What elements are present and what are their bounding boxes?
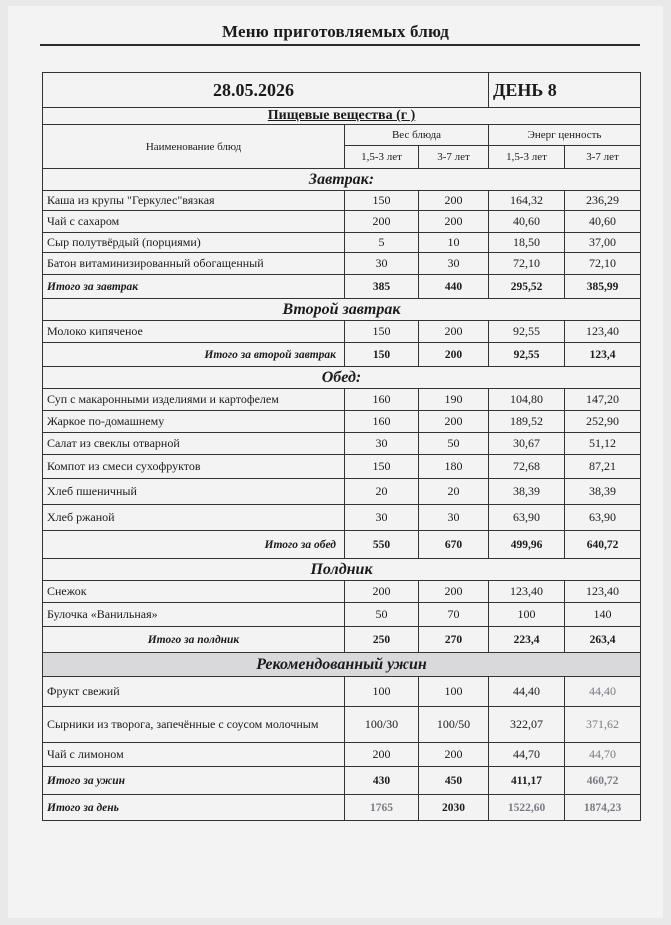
energy-1-5-3: 123,40	[489, 581, 565, 603]
weight-3-7: 200	[419, 191, 489, 211]
energy-1-5-3: 40,60	[489, 211, 565, 233]
energy-3-7: 38,39	[565, 479, 641, 505]
day-total-weight-1-5-3: 1765	[345, 795, 419, 821]
menu-item-row	[43, 191, 641, 211]
energy-1-5-3: 322,07	[489, 707, 565, 743]
age-header: 3-7 лет	[565, 146, 641, 169]
weight-3-7: 30	[419, 505, 489, 531]
dish-name: Молоко кипяченое	[43, 321, 345, 343]
menu-table	[42, 72, 641, 821]
menu-item-row	[43, 743, 641, 767]
total-weight-3-7: 200	[419, 343, 489, 367]
energy-3-7: 123,40	[565, 321, 641, 343]
total-weight-1-5-3: 430	[345, 767, 419, 795]
section-total-row	[43, 275, 641, 299]
weight-1-5-3: 30	[345, 253, 419, 275]
menu-item-row	[43, 479, 641, 505]
weight-3-7: 200	[419, 211, 489, 233]
date-row	[43, 73, 641, 108]
section-total-row	[43, 343, 641, 367]
section-header-row	[43, 169, 641, 191]
menu-item-row	[43, 707, 641, 743]
weight-3-7: 70	[419, 603, 489, 627]
weight-1-5-3: 150	[345, 321, 419, 343]
day-total-label: Итого за день	[43, 795, 345, 821]
menu-item-row	[43, 455, 641, 479]
energy-3-7: 147,20	[565, 389, 641, 411]
weight-1-5-3: 200	[345, 211, 419, 233]
energy-1-5-3: 92,55	[489, 321, 565, 343]
nutrients-row	[43, 108, 641, 125]
menu-item-row	[43, 233, 641, 253]
energy-3-7: 371,62	[565, 707, 641, 743]
total-energy-1-5-3: 92,55	[489, 343, 565, 367]
energy-1-5-3: 104,80	[489, 389, 565, 411]
total-weight-3-7: 450	[419, 767, 489, 795]
total-energy-1-5-3: 295,52	[489, 275, 565, 299]
weight-1-5-3: 160	[345, 411, 419, 433]
energy-3-7: 236,29	[565, 191, 641, 211]
weight-1-5-3: 200	[345, 743, 419, 767]
weight-3-7: 190	[419, 389, 489, 411]
section-header-row	[43, 653, 641, 677]
weight-1-5-3: 30	[345, 505, 419, 531]
age-header: 3-7 лет	[419, 146, 489, 169]
menu-day: ДЕНЬ 8	[489, 73, 641, 108]
section-title: Рекомендованный ужин	[43, 653, 641, 677]
menu-item-row	[43, 581, 641, 603]
energy-3-7: 63,90	[565, 505, 641, 531]
dish-name: Булочка «Ванильная»	[43, 603, 345, 627]
energy-1-5-3: 189,52	[489, 411, 565, 433]
energy-3-7: 40,60	[565, 211, 641, 233]
energy-1-5-3: 30,67	[489, 433, 565, 455]
age-header: 1,5-3 лет	[345, 146, 419, 169]
menu-item-row	[43, 211, 641, 233]
energy-3-7: 140	[565, 603, 641, 627]
total-energy-3-7: 460,72	[565, 767, 641, 795]
weight-1-5-3: 20	[345, 479, 419, 505]
dish-name: Сыр полутвёрдый (порциями)	[43, 233, 345, 253]
dish-name: Салат из свеклы отварной	[43, 433, 345, 455]
total-energy-3-7: 385,99	[565, 275, 641, 299]
day-total-weight-3-7: 2030	[419, 795, 489, 821]
energy-1-5-3: 100	[489, 603, 565, 627]
total-label: Итого за ужин	[43, 767, 345, 795]
menu-item-row	[43, 389, 641, 411]
menu-item-row	[43, 603, 641, 627]
energy-1-5-3: 44,40	[489, 677, 565, 707]
section-title: Полдник	[43, 559, 641, 581]
total-label: Итого за завтрак	[43, 275, 345, 299]
energy-1-5-3: 164,32	[489, 191, 565, 211]
menu-item-row	[43, 411, 641, 433]
section-header-row	[43, 367, 641, 389]
nutrients-label: Пищевые вещества (г )	[43, 108, 641, 125]
dish-name: Суп с макаронными изделиями и картофелем	[43, 389, 345, 411]
col-name-header: Наименование блюд	[43, 125, 345, 169]
weight-1-5-3: 200	[345, 581, 419, 603]
weight-1-5-3: 150	[345, 455, 419, 479]
dish-name: Хлеб пшеничный	[43, 479, 345, 505]
weight-3-7: 100	[419, 677, 489, 707]
age-header: 1,5-3 лет	[489, 146, 565, 169]
weight-1-5-3: 160	[345, 389, 419, 411]
dish-name: Хлеб ржаной	[43, 505, 345, 531]
total-weight-3-7: 270	[419, 627, 489, 653]
column-header-row	[43, 125, 641, 146]
title-underline	[40, 44, 640, 46]
energy-1-5-3: 72,10	[489, 253, 565, 275]
dish-name: Чай с сахаром	[43, 211, 345, 233]
total-weight-1-5-3: 250	[345, 627, 419, 653]
total-energy-1-5-3: 223,4	[489, 627, 565, 653]
page-title: Меню приготовляемых блюд	[221, 22, 450, 41]
total-energy-1-5-3: 411,17	[489, 767, 565, 795]
energy-1-5-3: 63,90	[489, 505, 565, 531]
total-weight-3-7: 670	[419, 531, 489, 559]
section-title: Завтрак:	[43, 169, 641, 191]
day-total-energy-1-5-3: 1522,60	[489, 795, 565, 821]
menu-date: 28.05.2026	[43, 73, 489, 108]
energy-3-7: 44,40	[565, 677, 641, 707]
section-total-row	[43, 627, 641, 653]
weight-1-5-3: 5	[345, 233, 419, 253]
energy-1-5-3: 72,68	[489, 455, 565, 479]
section-header-row	[43, 299, 641, 321]
dish-name: Чай с лимоном	[43, 743, 345, 767]
section-header-row	[43, 559, 641, 581]
energy-3-7: 252,90	[565, 411, 641, 433]
weight-3-7: 10	[419, 233, 489, 253]
col-energy-header: Энерг ценность	[489, 125, 641, 146]
energy-3-7: 44,70	[565, 743, 641, 767]
total-label: Итого за второй завтрак	[43, 343, 345, 367]
total-label: Итого за полдник	[43, 627, 345, 653]
dish-name: Снежок	[43, 581, 345, 603]
weight-3-7: 200	[419, 411, 489, 433]
energy-3-7: 123,40	[565, 581, 641, 603]
dish-name: Батон витаминизированный обогащенный	[43, 253, 345, 275]
menu-item-row	[43, 677, 641, 707]
section-title: Второй завтрак	[43, 299, 641, 321]
dish-name: Каша из крупы "Геркулес"вязкая	[43, 191, 345, 211]
section-total-row	[43, 531, 641, 559]
total-weight-1-5-3: 550	[345, 531, 419, 559]
weight-1-5-3: 150	[345, 191, 419, 211]
dish-name: Фрукт свежий	[43, 677, 345, 707]
energy-1-5-3: 38,39	[489, 479, 565, 505]
total-weight-3-7: 440	[419, 275, 489, 299]
menu-item-row	[43, 321, 641, 343]
total-weight-1-5-3: 150	[345, 343, 419, 367]
total-energy-3-7: 640,72	[565, 531, 641, 559]
weight-3-7: 180	[419, 455, 489, 479]
energy-3-7: 87,21	[565, 455, 641, 479]
menu-item-row	[43, 505, 641, 531]
day-total-energy-3-7: 1874,23	[565, 795, 641, 821]
dish-name: Компот из смеси сухофруктов	[43, 455, 345, 479]
total-weight-1-5-3: 385	[345, 275, 419, 299]
col-weight-header: Вес блюда	[345, 125, 489, 146]
section-total-row	[43, 767, 641, 795]
weight-1-5-3: 30	[345, 433, 419, 455]
weight-3-7: 200	[419, 581, 489, 603]
total-energy-3-7: 123,4	[565, 343, 641, 367]
weight-1-5-3: 100/30	[345, 707, 419, 743]
weight-3-7: 200	[419, 743, 489, 767]
dish-name: Сырники из творога, запечённые с соусом молочным	[43, 707, 345, 743]
weight-1-5-3: 50	[345, 603, 419, 627]
weight-3-7: 50	[419, 433, 489, 455]
weight-3-7: 100/50	[419, 707, 489, 743]
energy-3-7: 37,00	[565, 233, 641, 253]
day-total-row	[43, 795, 641, 821]
total-energy-1-5-3: 499,96	[489, 531, 565, 559]
energy-1-5-3: 44,70	[489, 743, 565, 767]
weight-3-7: 30	[419, 253, 489, 275]
weight-3-7: 20	[419, 479, 489, 505]
total-label: Итого за обед	[43, 531, 345, 559]
energy-3-7: 51,12	[565, 433, 641, 455]
menu-item-row	[43, 433, 641, 455]
energy-3-7: 72,10	[565, 253, 641, 275]
weight-3-7: 200	[419, 321, 489, 343]
section-title: Обед:	[43, 367, 641, 389]
total-energy-3-7: 263,4	[565, 627, 641, 653]
weight-1-5-3: 100	[345, 677, 419, 707]
dish-name: Жаркое по-домашнему	[43, 411, 345, 433]
energy-1-5-3: 18,50	[489, 233, 565, 253]
menu-item-row	[43, 253, 641, 275]
